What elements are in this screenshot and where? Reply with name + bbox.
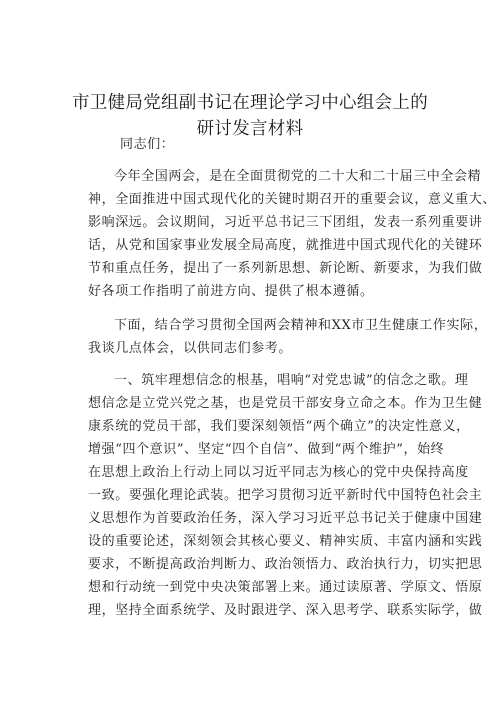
paragraph-line: 神，全面推进中国式现代化的关键时期召开的重要会议，意义重大、: [88, 192, 497, 207]
paragraph-line: 义思想作为首要政治任务，深入学习习近平总书记关于健康中国建: [88, 511, 483, 526]
paragraph-line: 好各项工作指明了前进方向、提供了根本遵循。: [88, 284, 374, 299]
paragraph-line: 话，从党和国家事业发展全局高度，就推进中国式现代化的关键环: [88, 238, 483, 253]
paragraph-line: 我谈几点体会，以供同志们参考。: [88, 341, 293, 356]
paragraph-line: 理，坚持全面系统学、及时跟进学、深入思考学、联系实际学，做: [88, 603, 483, 618]
paragraph-line: 一、筑牢理想信念的根基，唱响“对党忠诚”的信念之歌。理: [114, 373, 469, 388]
salutation: 同志们：: [120, 137, 175, 152]
paragraph-line: 增强“四个意识”、坚定“四个自信”、做到“两个维护”，始终: [88, 442, 445, 457]
paragraph-line: 康系统的党员干部，我们要深刻领悟“两个确立”的决定性意义，: [88, 419, 470, 434]
paragraph-line: 今年全国两会，是在全面贯彻党的二十大和二十届三中全会精: [114, 169, 482, 184]
paragraph-line: 要求，不断提高政治判断力、政治领悟力、政治执行力，切实把思: [88, 557, 483, 572]
paragraph-line: 想和行动统一到党中央决策部署上来。通过读原著、学原文、悟原: [88, 580, 483, 595]
paragraph-line: 设的重要论述，深刻领会其核心要义、精神实质、丰富内涵和实践: [88, 534, 483, 549]
document-title-line-1: 市卫健局党组副书记在理论学习中心组会上的: [72, 93, 428, 113]
document-title-line-2: 研讨发言材料: [196, 119, 304, 139]
paragraph-line: 在思想上政治上行动上同以习近平同志为核心的党中央保持高度: [88, 465, 469, 480]
paragraph-line: 想信念是立党兴党之基，也是党员干部安身立命之本。作为卫生健: [88, 396, 483, 411]
paragraph-line: 一致。要强化理论武装。把学习贯彻习近平新时代中国特色社会主: [88, 488, 483, 503]
paragraph-line: 节和重点任务，提出了一系列新思想、新论断、新要求，为我们做: [88, 261, 483, 276]
paragraph-line: 下面，结合学习贯彻全国两会精神和XX市卫生健康工作实际，: [114, 318, 488, 333]
paragraph-line: 影响深远。会议期间，习近平总书记三下团组，发表一系列重要讲: [88, 215, 483, 230]
